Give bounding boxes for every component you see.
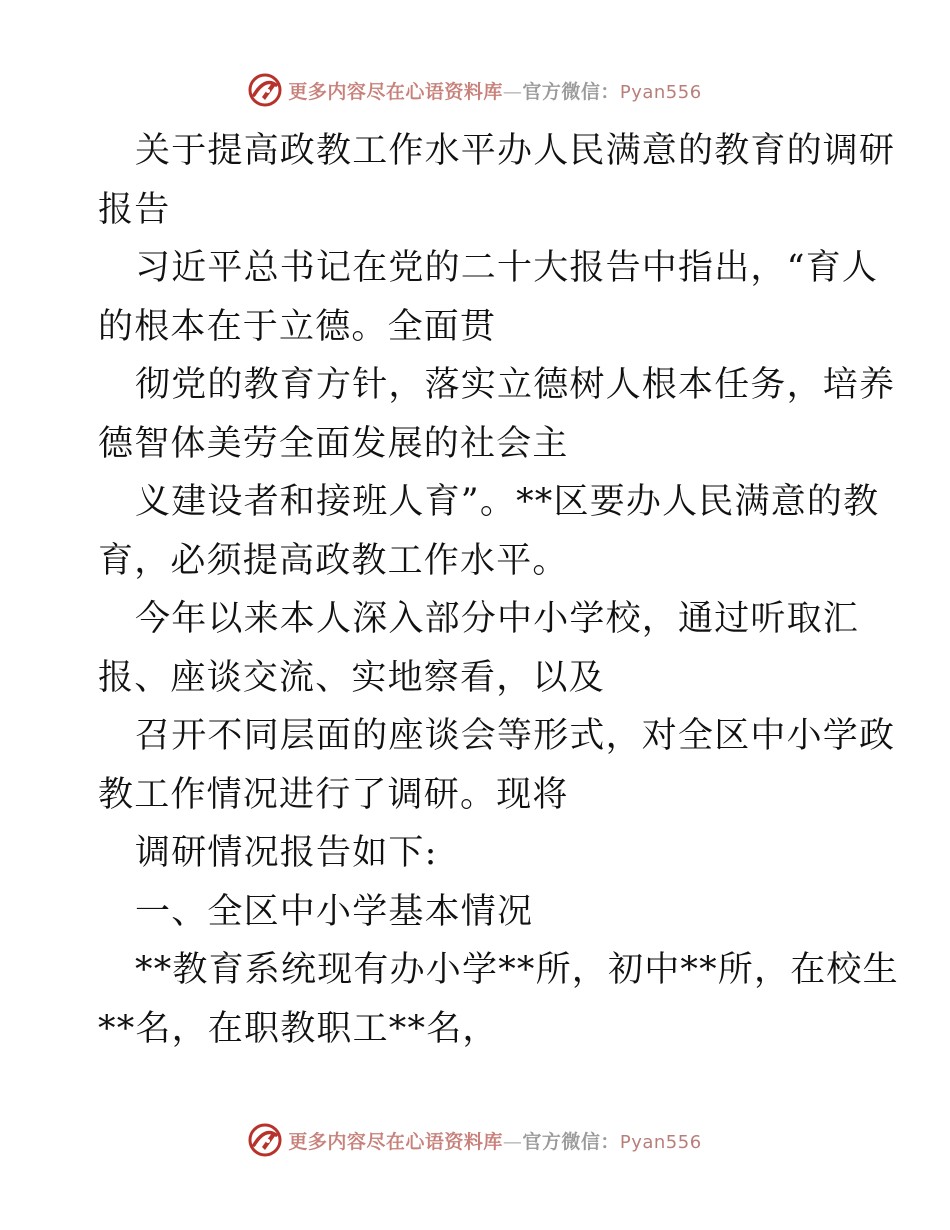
paragraph-line: 召开不同层面的座谈会等形式，对全区中小学政 — [135, 716, 896, 756]
section-heading: 一、全区中小学基本情况 — [135, 891, 534, 932]
paragraph-line: 习近平总书记在党的二十大报告中指出，“育人 — [135, 248, 879, 288]
paragraph-line: **名，在职教职工**名， — [98, 1008, 499, 1049]
watermark-main-text: 更多内容尽在心语资料库 — [288, 1130, 503, 1153]
paragraph-line: 报、座谈交流、实地察看，以及 — [98, 657, 605, 698]
paragraph-line: 今年以来本人深入部分中小学校，通过听取汇 — [135, 599, 860, 639]
paragraph-line: 彻党的教育方针，落实立德树人根本任务，培养 — [135, 365, 896, 405]
watermark-separator: — — [502, 1130, 523, 1153]
paragraph-line: 调研情况报告如下: — [135, 833, 438, 873]
paragraph-line: 教工作情况进行了调研。现将 — [98, 774, 569, 815]
ribbon-pen-logo-icon — [248, 73, 282, 107]
paragraph-line: 的根本在于立德。全面贯 — [98, 306, 497, 347]
ribbon-pen-logo-icon — [248, 1123, 282, 1157]
paragraph-line: **教育系统现有办小学**所，初中**所，在校生 — [135, 950, 899, 990]
paragraph-line: 德智体美劳全面发展的社会主 — [98, 423, 569, 464]
footer-watermark — [0, 1120, 950, 1160]
title-line-1: 关于提高政教工作水平办人民满意的教育的调研 — [135, 131, 896, 171]
paragraph-line: 义建设者和接班人育”。**区要办人民满意的教 — [135, 482, 880, 522]
paragraph-line: 育，必须提高政教工作水平。 — [98, 540, 569, 581]
watermark-sub-text: 官方微信： — [522, 80, 620, 103]
watermark-sub-text: 官方微信： — [522, 1130, 620, 1153]
watermark-wechat-id: Pyan556 — [619, 1131, 702, 1153]
watermark-wechat-id: Pyan556 — [619, 81, 702, 103]
document-body — [98, 122, 899, 1058]
watermark-separator: — — [502, 80, 523, 103]
watermark-main-text: 更多内容尽在心语资料库 — [288, 80, 503, 103]
header-watermark — [0, 70, 950, 110]
title-line-2: 报告 — [98, 189, 171, 230]
